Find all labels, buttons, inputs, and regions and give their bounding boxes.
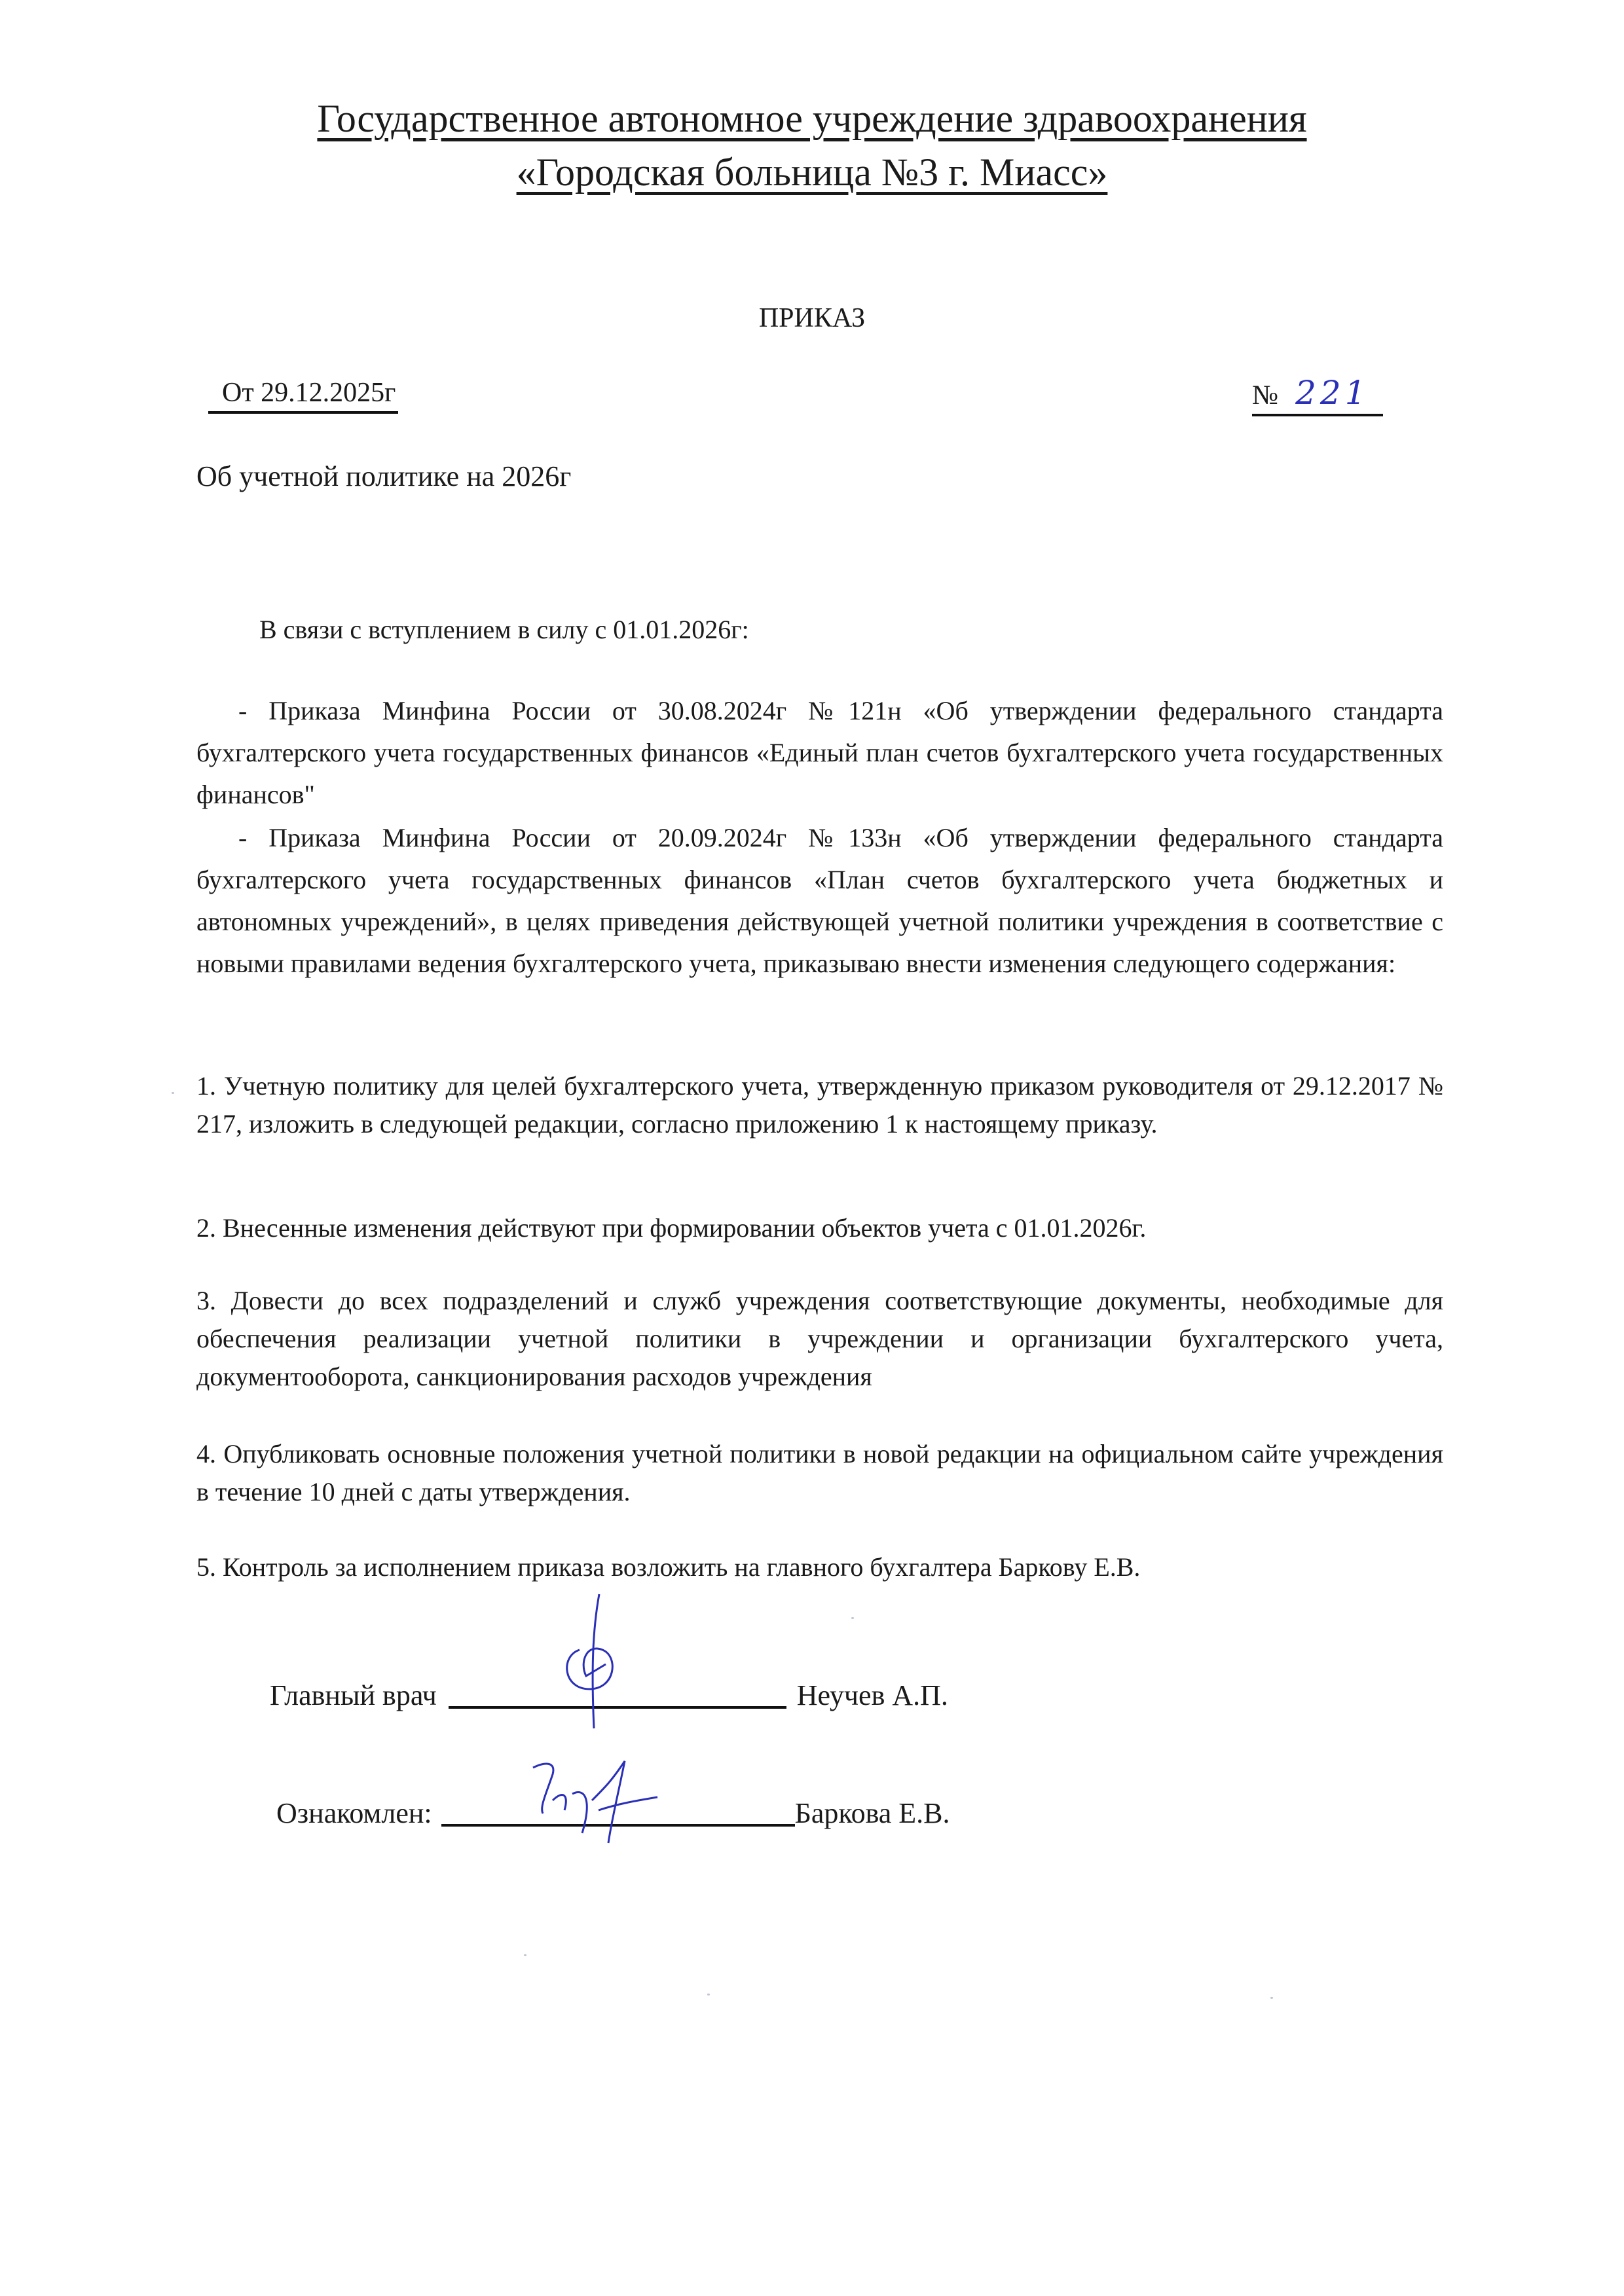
- intro-paragraph: В связи с вступлением в силу с 01.01.2026г:: [259, 615, 749, 644]
- scan-speck: [172, 1092, 174, 1094]
- order-date: От 29.12.2025г: [208, 374, 398, 414]
- chief-signature-icon: [553, 1591, 645, 1735]
- scan-speck: [524, 1954, 526, 1956]
- organization-header: [196, 92, 1428, 199]
- handwritten-number: 221: [1295, 374, 1370, 412]
- signature-line: [449, 1706, 786, 1709]
- scan-speck: [1270, 1997, 1273, 1999]
- acknowledged-name: Баркова Е.В.: [794, 1797, 950, 1829]
- reference-paragraph-2: - Приказа Минфина России от 20.09.2024г №133н «Об утверждении федерального стандарта бухгалтерского учета государственных финансов «План счетов бухгалтерского учета бюджетных и автономных учреждений», в целях приведения действующей учетной политики учреждения в соответствие с новыми правилами ведения бухгалтерского учета, приказываю внести изменения следующего содержания:: [196, 823, 1443, 978]
- chief-role: Главный врач: [270, 1679, 437, 1711]
- organization-line-1: Государственное автономное учреждение здравоохранения: [317, 97, 1307, 140]
- acknowledged-signature-icon: [526, 1755, 671, 1846]
- order-item-1: 1. Учетную политику для целей бухгалтерского учета, утвержденную приказом руководителя от 29.12.2017 № 217, изложить в следующей редакции, согласно приложению 1 к настоящему приказу.: [196, 1071, 1443, 1139]
- order-item-3: 3. Довести до всех подразделений и служб учреждения соответствующие документы, необходимые для обеспечения реализации учетной политики в учреждении и организации бухгалтерского учета, документооборота, санкционирования расходов учреждения: [196, 1286, 1443, 1391]
- order-title: ПРИКАЗ: [758, 303, 866, 333]
- order-item-2: 2. Внесенные изменения действуют при формировании объектов учета с 01.01.2026г.: [196, 1213, 1147, 1243]
- signature-line: [441, 1824, 795, 1827]
- acknowledged-role: Ознакомлен:: [276, 1797, 432, 1829]
- organization-line-2: «Городская больница №3 г. Миасс»: [516, 151, 1108, 194]
- chief-name: Неучев А.П.: [796, 1679, 948, 1711]
- chief-signature-row: [270, 1676, 948, 1715]
- scan-speck: [851, 1617, 854, 1619]
- order-item-5: 5. Контроль за исполнением приказа возложить на главного бухгалтера Баркову Е.В.: [196, 1552, 1141, 1582]
- scan-speck: [707, 1994, 710, 1995]
- order-subject: Об учетной политике на 2026г: [196, 460, 572, 492]
- order-item-4: 4. Опубликовать основные положения учетной политики в новой редакции на официальном сайте учреждения в течение 10 дней с даты утверждения.: [196, 1439, 1443, 1506]
- reference-paragraph-1: - Приказа Минфина России от 30.08.2024г №121н «Об утверждении федерального стандарта бухгалтерского учета государственных финансов «Единый план счетов бухгалтерского учета государственных финансов": [196, 696, 1443, 809]
- acknowledged-signature-row: [276, 1794, 950, 1833]
- number-label: №: [1252, 380, 1279, 410]
- order-number: [1252, 374, 1383, 416]
